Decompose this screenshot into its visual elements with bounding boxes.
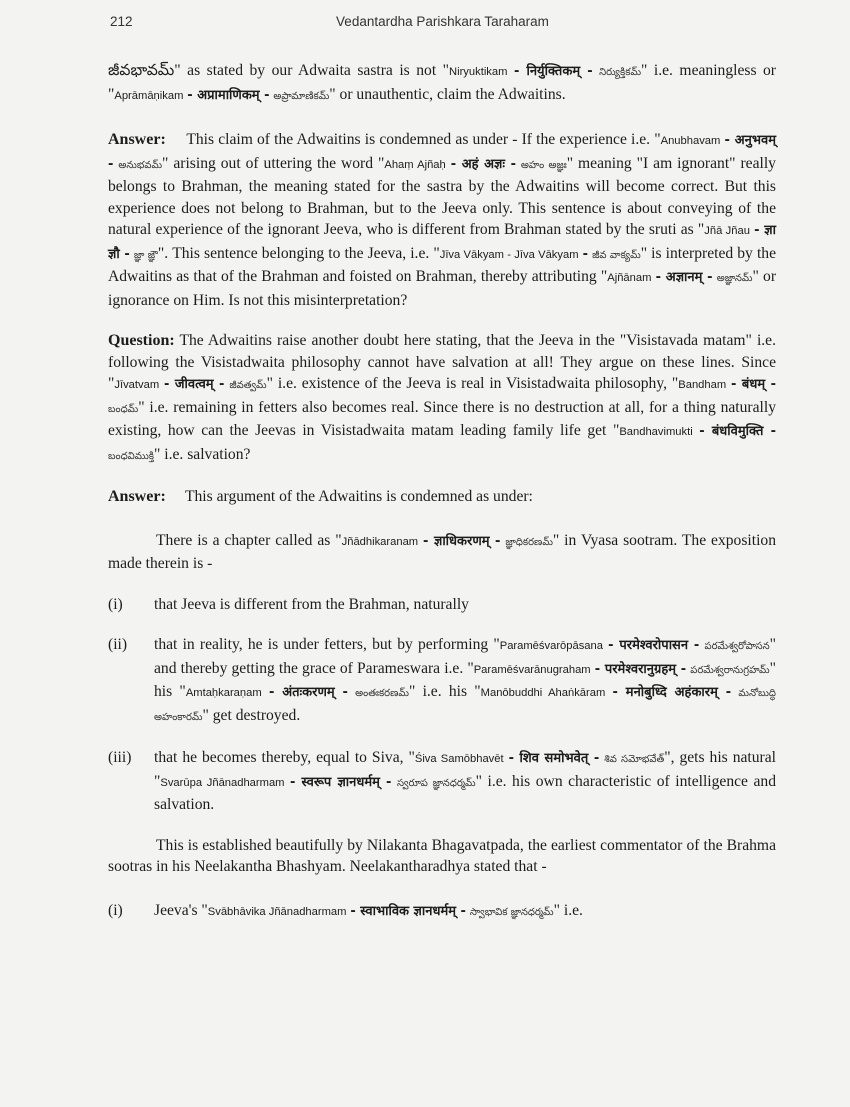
text: " i.e. existence of the Jeeva is real in Visistadwaita philosophy, " bbox=[266, 375, 679, 392]
page-body bbox=[108, 60, 776, 923]
text: " in Vyasa sootram. The exposition made therein is - bbox=[108, 531, 776, 572]
transliteration: Paramēśvarānugraham bbox=[473, 663, 591, 676]
devanagari-term: - ज्ञाधिकरणम् - bbox=[423, 533, 501, 549]
telugu-term: జ్ఞా జ్ఞౌ bbox=[133, 249, 158, 261]
telugu-term: స్వరూప జ్ఞానధర్మమ్ bbox=[396, 777, 476, 789]
devanagari-term: - मनोबुध्दि अहंकारम् - bbox=[612, 685, 732, 700]
telugu-term: అంతఃకరణమ్ bbox=[355, 688, 409, 699]
list-number: (ii) bbox=[108, 636, 128, 653]
devanagari-term: - ज्ञा ज्ञौ - bbox=[108, 223, 776, 262]
devanagari-term: - bbox=[582, 246, 589, 262]
telugu-term: అనుభవమ్ bbox=[118, 159, 163, 171]
answer-paragraph bbox=[108, 486, 776, 508]
devanagari-term: - अज्ञानम् - bbox=[655, 270, 713, 285]
list-item bbox=[108, 634, 776, 728]
devanagari-term: - अनुभवम् - bbox=[108, 133, 776, 172]
running-title: Vedantardha Parishkara Taraharam bbox=[336, 14, 549, 29]
answer-paragraph bbox=[108, 129, 776, 311]
telugu-term: అహం అజ్ఞః bbox=[520, 159, 567, 171]
transliteration: Aprāmāṇikam bbox=[114, 89, 184, 102]
telugu-term: జ్ఞాధికరణమ్ bbox=[505, 536, 553, 548]
list-text: Jeeva's "Svābhāvika Jñānadharmam - स्वाभाविक ज्ञानधर्मम् - స్వాభావిక జ్ఞానధర్మమ్" i.e. bbox=[154, 901, 583, 919]
list-text: that in reality, he is under fetters, but by performing "Paramēśvarōpāsana - परमेश्वरोपासन - పరమేశ్వరోపాసన" and thereby getting the grace of Parameswara i.e. "Paramēśvarānugraham - परमेश्वरानुग्रहम् - పరమేశ్వరానుగ్రహమ్" his "Amtaḥkaraṇam - अंतःकरणम् - అంతఃకరణమ్" i.e. his "Manōbuddhi Ahaṅkāram - मनोबुध्दि अहंकारम् - మనోబుద్ధి అహంకారమ్" get destroyed. bbox=[154, 636, 776, 724]
transliteration: Bandham bbox=[678, 379, 727, 391]
text: This claim of the Adwaitins is condemned as under - If the experience i.e. " bbox=[186, 131, 661, 148]
telugu-term: బంధమ్ bbox=[108, 403, 139, 415]
transliteration: Jñādhikaranam bbox=[341, 535, 419, 548]
text: The Adwaitins raise another doubt here stating, that the Jeeva in the "Visistavada matam" i.e. following the Visistadwaita philosophy cannot have salvation at all! They argue on these lines. Since " bbox=[108, 332, 776, 392]
list-number: (i) bbox=[108, 595, 123, 613]
telugu-term: మనోబుద్ధి అహంకారమ్ bbox=[154, 688, 776, 723]
transliteration: Svarūpa Jñānadharmam bbox=[160, 776, 285, 789]
text: " or ignorance on Him. Is not this misinterpretation? bbox=[108, 268, 777, 309]
telugu-term: జీవ వాక్యమ్ bbox=[592, 249, 641, 261]
list-item bbox=[108, 594, 776, 616]
telugu-term: శివ సమోభవేత్ bbox=[604, 754, 665, 765]
telugu-term: స్వాభావిక జ్ఞానధర్మమ్ bbox=[469, 906, 554, 918]
devanagari-term: - अहं अज्ञः - bbox=[450, 156, 516, 172]
transliteration: Paramēśvarōpāsana bbox=[499, 640, 603, 652]
devanagari-term: - बंधविमुक्ति - bbox=[699, 424, 777, 439]
telugu-term: అప్రామాణికమ్ bbox=[273, 90, 330, 102]
transliteration: Śiva Samōbhavēt bbox=[414, 753, 504, 765]
transliteration: Jñā Jñau bbox=[704, 225, 750, 237]
text: " is interpreted by the Adwaitins as that of the Brahman and foisted on Brahman, thereby attributing " bbox=[108, 244, 776, 285]
list-text: that Jeeva is different from the Brahman, naturally bbox=[154, 595, 469, 613]
telugu-term: జీవత్వమ్ bbox=[229, 380, 267, 391]
telugu-term: పరమేశ్వరోపాసన bbox=[704, 641, 770, 652]
text: There is a chapter called as " bbox=[156, 531, 342, 549]
paragraph-continued bbox=[108, 60, 776, 107]
answer-label: Answer: bbox=[108, 488, 166, 505]
devanagari-term: - जीवत्वम् - bbox=[164, 377, 225, 392]
transliteration: Bandhavimukti bbox=[619, 426, 693, 438]
text: This argument of the Adwaitins is condemned as under: bbox=[184, 488, 533, 505]
transliteration: Ajñānam bbox=[607, 272, 652, 284]
list-text: that he becomes thereby, equal to Siva, "Śiva Samōbhavēt - शिव समोभवेत् - శివ సమోభవేత్", gets his natural "Svarūpa Jñānadharmam - स्वरूप ज्ञानधर्मम् - స్వరూప జ్ఞానధర్మమ్" i.e. his own characteristic of intelligence and salvation. bbox=[154, 749, 776, 813]
transliteration: Niryuktikam bbox=[449, 66, 508, 78]
transliteration: Jīva Vākyam - Jīva Vākyam bbox=[439, 248, 579, 261]
paragraph bbox=[108, 835, 776, 878]
text: " arising out of uttering the word " bbox=[162, 154, 385, 172]
list-number: (i) bbox=[108, 901, 123, 919]
transliteration: Ahaṃ Ajñaḥ bbox=[384, 158, 446, 171]
list-item bbox=[108, 900, 776, 924]
text: " i.e. meaningless or " bbox=[108, 62, 777, 103]
transliteration: Amtaḥkaraṇam bbox=[185, 687, 262, 699]
transliteration: Jīvatvam bbox=[114, 379, 160, 391]
transliteration: Manōbuddhi Ahaṅkāram bbox=[480, 687, 606, 699]
devanagari-term: - स्वाभाविक ज्ञानधर्मम् - bbox=[350, 903, 466, 919]
text: జీవభావమ్" as stated by our Adwaita sastra is not " bbox=[108, 62, 450, 79]
question-paragraph bbox=[108, 330, 776, 467]
list-item bbox=[108, 747, 776, 816]
transliteration: Svābhāvika Jñānadharmam bbox=[207, 905, 347, 918]
transliteration: Anubhavam bbox=[660, 135, 721, 147]
devanagari-term: - परमेश्वरानुग्रहम् - bbox=[594, 661, 687, 677]
text: " meaning "I am ignorant" really belongs to Brahman, the meaning stated for the sastra by the Adwaitins will become correct. But this experience does not belong to Brahman, but to the Jeeva only. This sentence is about conveying of the natural experience of the ignorant Jeeva, who is different from Brahman stated by the sruti as " bbox=[108, 154, 776, 238]
question-label: Question: bbox=[108, 332, 175, 349]
devanagari-term: - अंतःकरणम् - bbox=[268, 685, 348, 700]
devanagari-term: - बंधम् - bbox=[731, 377, 776, 392]
devanagari-term: - शिव समोभवेत् - bbox=[508, 751, 600, 766]
text: ". This sentence belonging to the Jeeva, i.e. " bbox=[157, 244, 440, 262]
devanagari-term: - परमेश्वरोपासन - bbox=[608, 638, 700, 653]
answer-label: Answer: bbox=[108, 131, 166, 148]
list-number: (iii) bbox=[108, 749, 132, 766]
page-number: 212 bbox=[110, 14, 133, 29]
telugu-term: పరమేశ్వరానుగ్రహమ్ bbox=[690, 664, 770, 676]
text: " i.e. salvation? bbox=[154, 445, 251, 463]
devanagari-term: - स्वरूप ज्ञानधर्मम् - bbox=[290, 774, 392, 790]
paragraph bbox=[108, 530, 776, 575]
text: " i.e. remaining in fetters also becomes real. Since there is no destruction at all, for a thing naturally existing, how can the Jeevas in Visistadwaita matam leading family life get " bbox=[108, 398, 776, 439]
telugu-term: నిర్యుక్తికమ్ bbox=[599, 67, 642, 78]
devanagari-term: - निर्युक्तिकम् - bbox=[513, 64, 593, 79]
devanagari-term: - अप्रामाणिकम् - bbox=[187, 87, 270, 103]
text: This is established beautifully by Nilakanta Bhagavatpada, the earliest commentator of the Brahma sootras in his Neelakantha Bhashyam. Neelakantharadhya stated that - bbox=[108, 836, 776, 875]
telugu-term: బంధవిముక్తి bbox=[108, 450, 154, 462]
text: " or unauthentic, claim the Adwaitins. bbox=[329, 85, 566, 103]
telugu-term: అజ్ఞానమ్ bbox=[716, 273, 753, 284]
